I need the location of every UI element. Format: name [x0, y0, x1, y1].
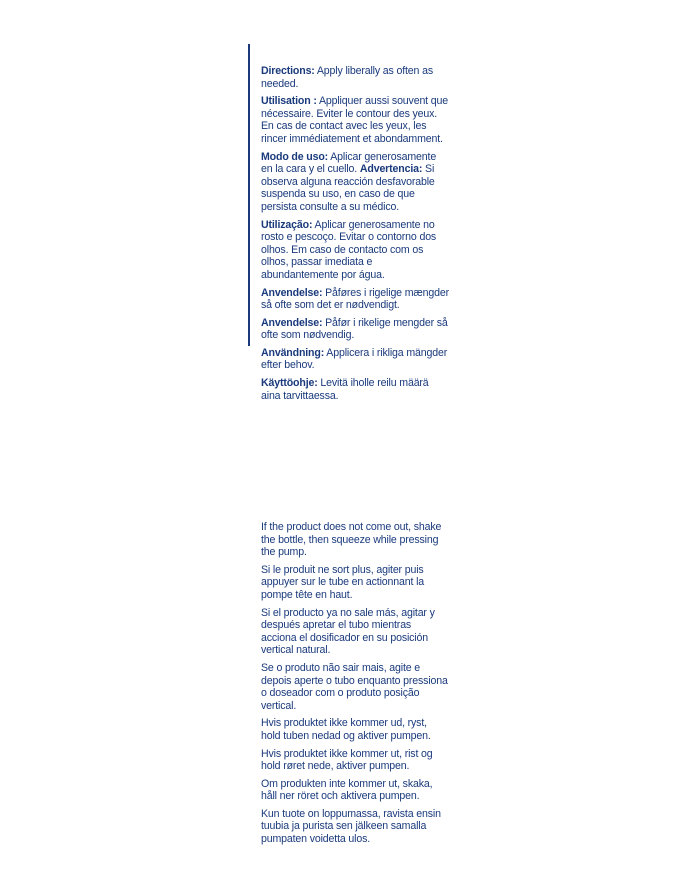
- warning-text: Si observa alguna reacción desfavorable suspenda su uso, en caso de que persista consulte a su médico.: [261, 163, 435, 213]
- directions-sv: [261, 347, 449, 372]
- directions-text: Apply liberally as often as needed.: [261, 65, 433, 90]
- directions-text: Aplicar generosamente en la cara y el cuello.: [261, 150, 437, 176]
- directions-label: Utilização:: [261, 218, 313, 231]
- pump-instruction-es: Si el producto ya no sale más, agitar y después apretar el tubo mientras acciona el dosificador en su posición vertical natural.: [261, 606, 435, 657]
- directions-en: [261, 65, 449, 90]
- directions-label: Anvendelse:: [261, 316, 323, 329]
- warning-label: Advertencia:: [359, 163, 423, 176]
- pump-instruction-en: If the product does not come out, shake the bottle, then squeeze while pressing the pump.: [261, 521, 442, 559]
- vertical-divider-line: [248, 44, 250, 346]
- directions-no: [261, 317, 449, 342]
- pump-instruction-no: Hvis produktet ikke kommer ut, rist og hold røret nede, aktiver pumpen.: [261, 747, 433, 773]
- directions-text: Appliquer aussi souvent que nécessaire. Eviter le contour des yeux. En cas de contact avec les yeux, les rincer immédiatement et abondamment.: [261, 95, 448, 145]
- directions-label: Användning:: [261, 346, 325, 359]
- pump-instructions-section: [261, 521, 449, 851]
- directions-es: [261, 151, 449, 214]
- directions-label: Käyttöohje:: [261, 377, 318, 390]
- directions-text: Applicera i rikliga mängder efter behov.: [261, 346, 448, 372]
- directions-fr: [261, 95, 449, 145]
- directions-text: Aplicar generosamente no rosto e pescoço. Evitar o contorno dos olhos. Em caso de contacto com os olhos, passar imediata e abundantemente por água.: [261, 218, 437, 281]
- pump-instruction-fi: Kun tuote on loppumassa, ravista ensin tuubia ja purista sen jälkeen samalla pumpaten voidetta ulos.: [261, 807, 441, 846]
- directions-label: Modo de uso:: [261, 150, 329, 163]
- directions-text: Påfør i rikelige mengder så ofte som nødvendig.: [261, 316, 448, 342]
- pump-instruction-sv: Om produkten inte kommer ut, skaka, håll ner röret och aktivera pumpen.: [261, 777, 433, 803]
- directions-da: [261, 287, 449, 312]
- directions-label: Anvendelse:: [261, 286, 323, 299]
- directions-label: Directions:: [261, 65, 315, 77]
- directions-label: Utilisation :: [261, 95, 317, 108]
- directions-text: Påføres i rigelige mængder så ofte som det er nødvendigt.: [261, 286, 450, 312]
- pump-instruction-pt: Se o produto não sair mais, agite e depois aperte o tubo enquanto pressiona o doseador com o produto posição vertical.: [261, 661, 448, 712]
- directions-section: [261, 65, 449, 407]
- directions-pt: [261, 219, 449, 282]
- pump-instruction-da: Hvis produktet ikke kommer ud, ryst, hold tuben nedad og aktiver pumpen.: [261, 717, 431, 742]
- directions-fi: [261, 377, 449, 402]
- directions-text: Levitä iholle reilu määrä aina tarvittaessa.: [261, 377, 429, 402]
- pump-instruction-fr: Si le produit ne sort plus, agiter puis appuyer sur le tube en actionnant la pompe tête en haut.: [261, 563, 425, 601]
